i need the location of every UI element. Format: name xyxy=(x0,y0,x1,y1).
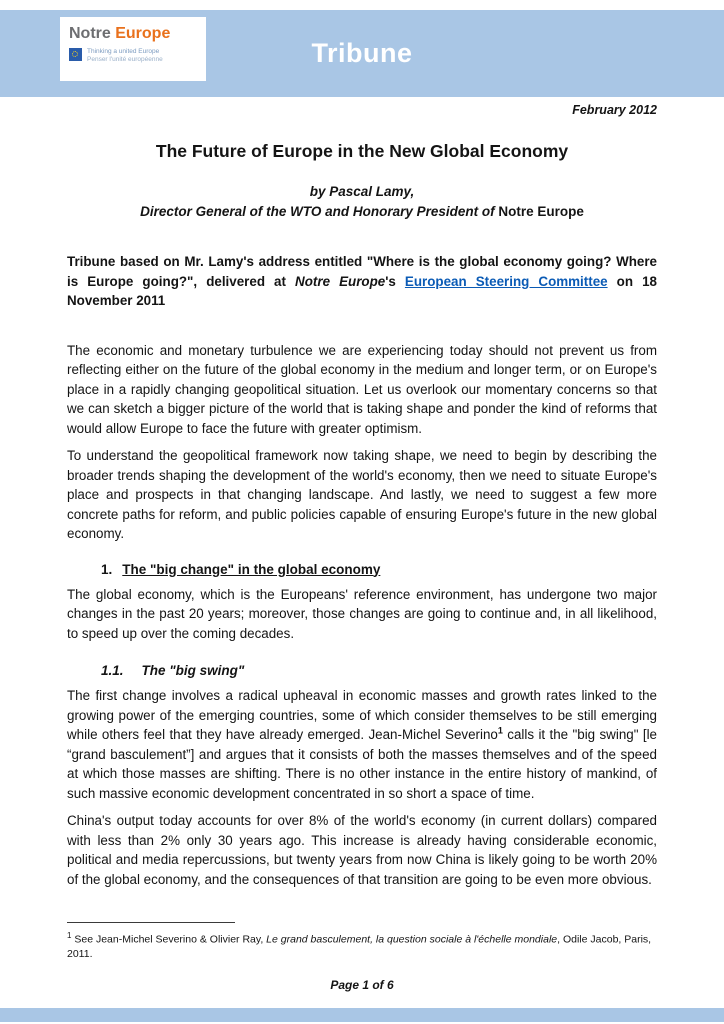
byline-org: Notre Europe xyxy=(498,204,584,219)
paragraph: The global economy, which is the Europeans' reference environment, has undergone two major changes in the past 20 years; moreover, those changes are going to continue and, in all likelihood, to speed up over the coming decades. xyxy=(67,586,657,641)
footnote-text-1: See Jean-Michel Severino & Olivier Ray, xyxy=(71,933,267,945)
european-steering-committee-link[interactable]: European Steering Committee xyxy=(404,273,608,289)
intro-text-3: on 18 November 2011 xyxy=(67,273,657,308)
section-1-title: The "big change" in the global economy xyxy=(122,561,381,577)
intro-text-1: Tribune based on Mr. Lamy's address entitled "Where is the global economy going? Where is Europe going?", delivered at xyxy=(67,254,657,289)
intro-text-2: 's xyxy=(385,273,405,289)
page-number: Page 1 of 6 xyxy=(330,978,394,992)
logo-wordmark-europe: Europe xyxy=(110,25,171,42)
notre-europe-logo xyxy=(60,17,206,81)
document-content xyxy=(67,97,657,889)
document-title: The Future of Europe in the New Global Economy xyxy=(155,141,569,161)
publication-title: Tribune xyxy=(311,38,413,68)
footnote-book-title: Le grand basculement, la question sociale à l'échelle mondiale xyxy=(266,933,558,945)
paragraph xyxy=(67,686,657,803)
paragraph-text: calls it the "big swing" [le “grand basculement”] and argues that it consists of both the masses themselves and of the speed at which those masses are shifting. There is no other instance in the entire history of mankind, of such massive economic development concentrated in so short a space of time. xyxy=(67,727,657,801)
intro-note xyxy=(67,252,657,311)
header-band xyxy=(0,10,724,97)
footer-band xyxy=(0,1008,724,1022)
logo-taglines xyxy=(87,48,163,64)
date-line: February 2012 xyxy=(572,103,657,117)
byline xyxy=(67,182,657,222)
footnote-marker: 1 xyxy=(67,930,72,940)
section-1-number: 1. xyxy=(101,561,113,577)
logo-wordmark xyxy=(69,25,197,43)
logo-taglines-row xyxy=(69,48,197,64)
intro-org: Notre Europe xyxy=(295,273,386,289)
byline-role: Director General of the WTO and Honorary President of xyxy=(140,204,499,219)
paragraph: China's output today accounts for over 8% of the world's economy (in current dollars) compared with less than 2% only 30 years ago. This increase is already having considerable economic, political and media repercussions, but twenty years from now China is likely going to be worth 20% of the global economy, and the consequences of that transition are going to be even more obvious. xyxy=(67,813,657,887)
eu-flag-icon xyxy=(69,48,82,61)
section-1-heading xyxy=(101,562,657,577)
section-1-1-number: 1.1. xyxy=(101,663,124,678)
logo-wordmark-notre: Notre xyxy=(69,25,111,42)
footnote-separator xyxy=(67,922,235,923)
footnote-reference: 1 xyxy=(497,725,503,736)
logo-tagline-fr: Penser l'unité européenne xyxy=(87,56,163,63)
footnote-text-2: , Odile Jacob, Paris, 2011. xyxy=(67,933,652,960)
section-1-1-title: The "big swing" xyxy=(141,663,245,678)
footnote-block xyxy=(67,922,657,963)
paragraph-text: The first change involves a radical upheaval in economic masses and growth rates linked to the growing power of the emerging countries, some of which consider themselves to be still emerging while others feel that they have already emerged. Jean-Michel Severino xyxy=(67,688,657,742)
section-1-1-heading xyxy=(101,663,657,678)
logo-tagline-en: Thinking a united Europe xyxy=(87,48,160,55)
byline-author: by Pascal Lamy, xyxy=(309,184,415,199)
paragraph: The economic and monetary turbulence we are experiencing today should not prevent us from reflecting either on the future of the global economy in the medium and longer term, or on Europe's place in a rapidly changing geopolitical situation. Let us overlook our momentary concerns so that we can sketch a bigger picture of the world that is taking shape and ponder the kind of reforms that would allow Europe to face the future with greater optimism. xyxy=(67,342,657,436)
paragraph: To understand the geopolitical framework now taking shape, we need to begin by describing the broader trends shaping the development of the world's economy, then we need to situate Europe's place and prospects in that changing landscape. And lastly, we need to suggest a few more concrete paths for reform, and public policies capable of ensuring Europe's future in the new global economy. xyxy=(67,448,657,541)
